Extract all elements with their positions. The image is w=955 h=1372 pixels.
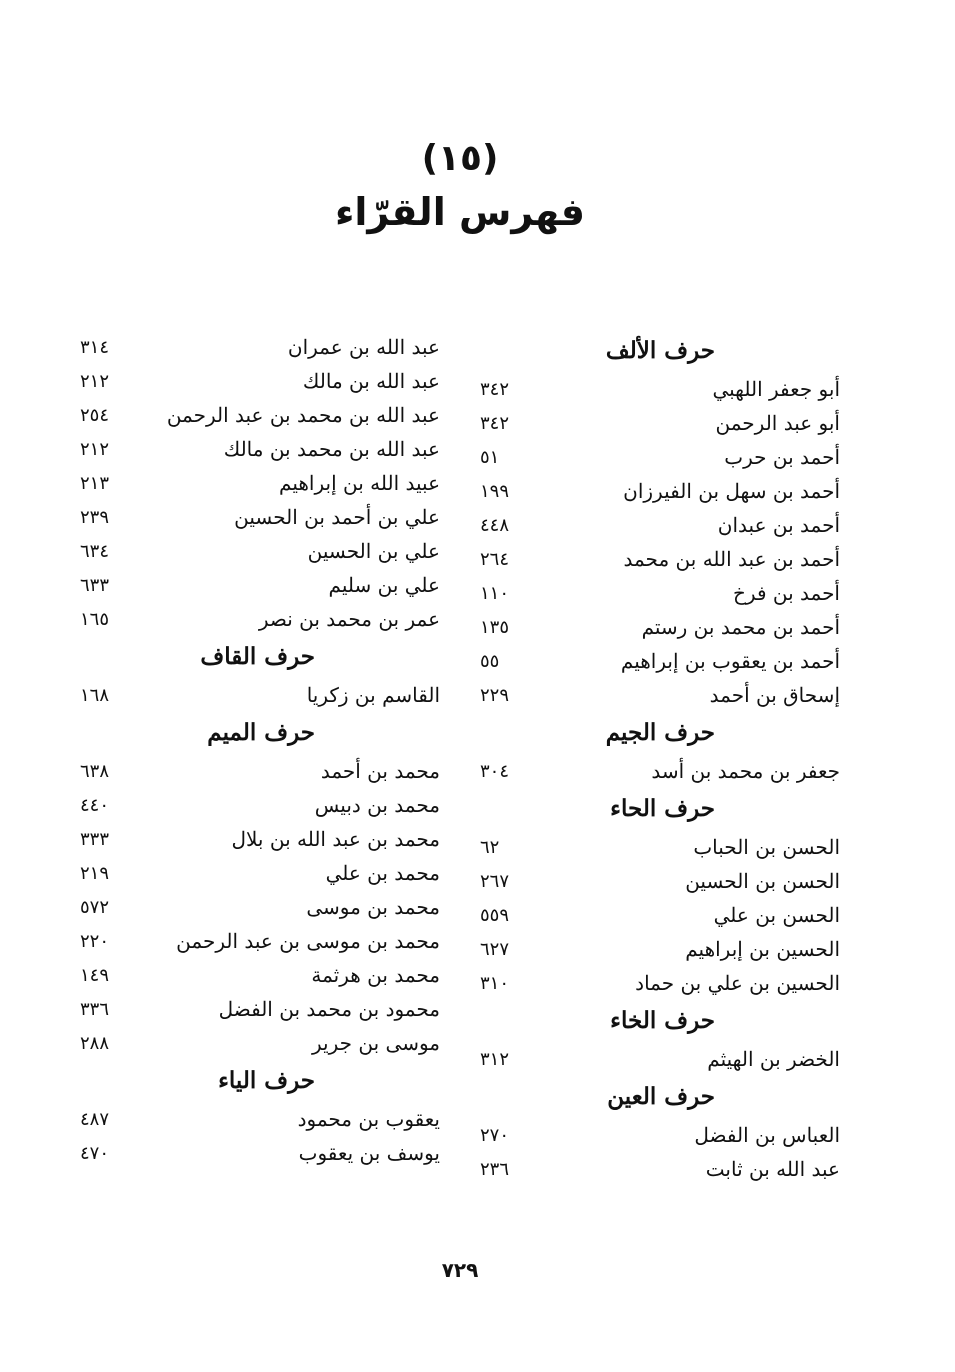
index-entry: [480, 542, 840, 576]
entry-name: عبد الله بن مالك: [302, 369, 440, 393]
index-entry: [80, 822, 440, 856]
index-entry: [80, 788, 440, 822]
left-column: [80, 330, 440, 1170]
entry-page-number: ١١٠: [480, 582, 510, 604]
entry-name: جعفر بن محمد بن أسد: [651, 759, 840, 783]
index-entry: [480, 1118, 840, 1152]
entry-name: الحسين بن علي بن حماد: [635, 971, 840, 995]
entry-name: يوسف بن يعقوب: [298, 1141, 440, 1165]
index-entry: [480, 576, 840, 610]
index-entry: [480, 932, 840, 966]
entry-name: أحمد بن يعقوب بن إبراهيم: [620, 649, 840, 673]
index-entry: [480, 610, 840, 644]
entry-page-number: ٤٤٨: [480, 514, 510, 536]
section-heading: حرف الخاء: [610, 1007, 715, 1034]
index-title: فهرس القرّاء: [334, 190, 585, 234]
entry-page-number: ٢١٢: [80, 438, 110, 460]
index-entry: [480, 644, 840, 678]
entry-page-number: ٣٣٣: [80, 828, 110, 850]
entry-name: العباس بن الفضل: [694, 1123, 840, 1147]
index-entry: [480, 966, 840, 1000]
entry-name: محمد بن موسى بن عبد الرحمن: [176, 929, 440, 953]
entry-name: أبو جعفر اللهبي: [712, 377, 840, 401]
entry-name: محمود بن محمد بن الفضل: [218, 997, 440, 1021]
entry-page-number: ٣١٤: [80, 336, 110, 358]
entry-page-number: ٢١٣: [80, 472, 110, 494]
index-entry: [80, 992, 440, 1026]
index-entry: [80, 856, 440, 890]
entry-page-number: ٣١٢: [480, 1048, 510, 1070]
index-entry: [480, 1042, 840, 1076]
index-entry: [80, 1026, 440, 1060]
entry-name: موسى بن جرير: [312, 1031, 440, 1055]
entry-name: عبد الله بن عمران: [287, 335, 440, 359]
section-heading: حرف الياء: [218, 1067, 315, 1094]
entry-page-number: ٥٧٢: [80, 896, 110, 918]
entry-name: محمد بن موسى: [306, 895, 440, 919]
entry-name: عبد الله بن محمد بن مالك: [223, 437, 440, 461]
entry-name: محمد بن أحمد: [320, 759, 440, 783]
entry-page-number: ٤٤٠: [80, 794, 110, 816]
entry-page-number: ١٦٨: [80, 684, 110, 706]
entry-name: عبيد الله بن إبراهيم: [279, 471, 440, 495]
entry-name: أحمد بن عبدان: [717, 513, 840, 537]
entry-name: الخضر بن الهيثم: [707, 1047, 840, 1071]
entry-page-number: ٤٨٧: [80, 1108, 110, 1130]
index-entry: [80, 602, 440, 636]
section-heading: حرف الجيم: [605, 719, 715, 746]
index-entry: [80, 890, 440, 924]
entry-page-number: ١٦٥: [80, 608, 110, 630]
section-heading: حرف الألف: [605, 337, 715, 364]
section-heading: حرف الحاء: [610, 795, 715, 822]
index-entry: [480, 864, 840, 898]
entry-name: عبد الله بن ثابت: [705, 1157, 840, 1181]
entry-name: علي بن أحمد بن الحسين: [234, 505, 440, 529]
entry-page-number: ٢٣٦: [480, 1158, 510, 1180]
index-entry: [80, 534, 440, 568]
entry-page-number: ٣٠٤: [480, 760, 510, 782]
entry-page-number: ٥٥: [480, 650, 500, 672]
index-entry: [80, 432, 440, 466]
entry-name: إسحاق بن أحمد: [709, 683, 840, 707]
entry-name: أحمد بن عبد الله بن محمد: [623, 547, 840, 571]
entry-page-number: ٦٢: [480, 836, 500, 858]
entry-page-number: ٢١٩: [80, 862, 110, 884]
entry-page-number: ٦٣٨: [80, 760, 110, 782]
entry-page-number: ١٤٩: [80, 964, 110, 986]
index-entry: [80, 1136, 440, 1170]
index-entry: [480, 678, 840, 712]
index-entry: [480, 406, 840, 440]
entry-page-number: ٢٣٩: [80, 506, 110, 528]
entry-name: الحسن بن الحسين: [685, 869, 840, 893]
entry-name: الحسن بن علي: [713, 903, 840, 927]
page-number: ٧٢٩: [441, 1258, 479, 1282]
entry-page-number: ٣٤٢: [480, 378, 510, 400]
index-entry: [480, 830, 840, 864]
index-entry: [480, 440, 840, 474]
entry-name: أحمد بن حرب: [724, 445, 840, 469]
index-entry: [80, 924, 440, 958]
index-entry: [80, 678, 440, 712]
entry-page-number: ٢٦٤: [480, 548, 510, 570]
entry-name: عبد الله بن محمد بن عبد الرحمن: [166, 403, 440, 427]
index-entry: [80, 330, 440, 364]
index-entry: [80, 364, 440, 398]
section-heading: حرف القاف: [200, 643, 315, 670]
index-entry: [80, 1102, 440, 1136]
index-entry: [480, 474, 840, 508]
index-entry: [80, 466, 440, 500]
section-heading: حرف الميم: [207, 719, 315, 746]
index-entry: [80, 398, 440, 432]
right-column: [480, 330, 840, 1186]
entry-page-number: ٣٤٢: [480, 412, 510, 434]
entry-name: الحسن بن الحباب: [693, 835, 840, 859]
entry-page-number: ٥٥٩: [480, 904, 510, 926]
entry-page-number: ٦٣٤: [80, 540, 110, 562]
entry-name: علي بن سليم: [328, 573, 440, 597]
index-entry: [80, 958, 440, 992]
entry-page-number: ٤٧٠: [80, 1142, 110, 1164]
index-entry: [480, 1152, 840, 1186]
entry-name: أحمد بن سهل بن الفيرزان: [623, 479, 840, 503]
index-entry: [480, 508, 840, 542]
entry-page-number: ٣٣٦: [80, 998, 110, 1020]
entry-name: محمد بن هرثمة: [311, 963, 440, 987]
entry-name: أبو عبد الرحمن: [715, 411, 840, 435]
entry-name: محمد بن دبيس: [314, 793, 440, 817]
index-entry: [480, 898, 840, 932]
entry-page-number: ٢٦٧: [480, 870, 510, 892]
entry-name: الحسين بن إبراهيم: [685, 937, 840, 961]
entry-name: عمر بن محمد بن نصر: [258, 607, 440, 631]
entry-page-number: ٣١٠: [480, 972, 510, 994]
entry-page-number: ٢٥٤: [80, 404, 110, 426]
entry-name: أحمد بن فرخ: [733, 581, 840, 605]
entry-name: علي بن الحسين: [307, 539, 440, 563]
section-heading: حرف العين: [607, 1083, 715, 1110]
entry-name: محمد بن عبد الله بن بلال: [231, 827, 440, 851]
entry-page-number: ٢١٢: [80, 370, 110, 392]
index-entry: [80, 500, 440, 534]
entry-page-number: ٢٢٠: [80, 930, 110, 952]
entry-name: القاسم بن زكريا: [306, 683, 440, 707]
entry-page-number: ٦٢٧: [480, 938, 510, 960]
index-entry: [480, 372, 840, 406]
entry-name: أحمد بن محمد بن رستم: [641, 615, 840, 639]
index-entry: [80, 568, 440, 602]
entry-name: محمد بن علي: [325, 861, 440, 885]
index-number: (١٥): [421, 138, 499, 179]
entry-page-number: ٢٨٨: [80, 1032, 110, 1054]
index-entry: [480, 754, 840, 788]
index-entry: [80, 754, 440, 788]
entry-page-number: ١٣٥: [480, 616, 510, 638]
entry-page-number: ٦٣٣: [80, 574, 110, 596]
entry-page-number: ٢٧٠: [480, 1124, 510, 1146]
entry-page-number: ١٩٩: [480, 480, 510, 502]
entry-page-number: ٢٢٩: [480, 684, 510, 706]
entry-name: يعقوب بن محمود: [297, 1107, 440, 1131]
entry-page-number: ٥١: [480, 446, 500, 468]
